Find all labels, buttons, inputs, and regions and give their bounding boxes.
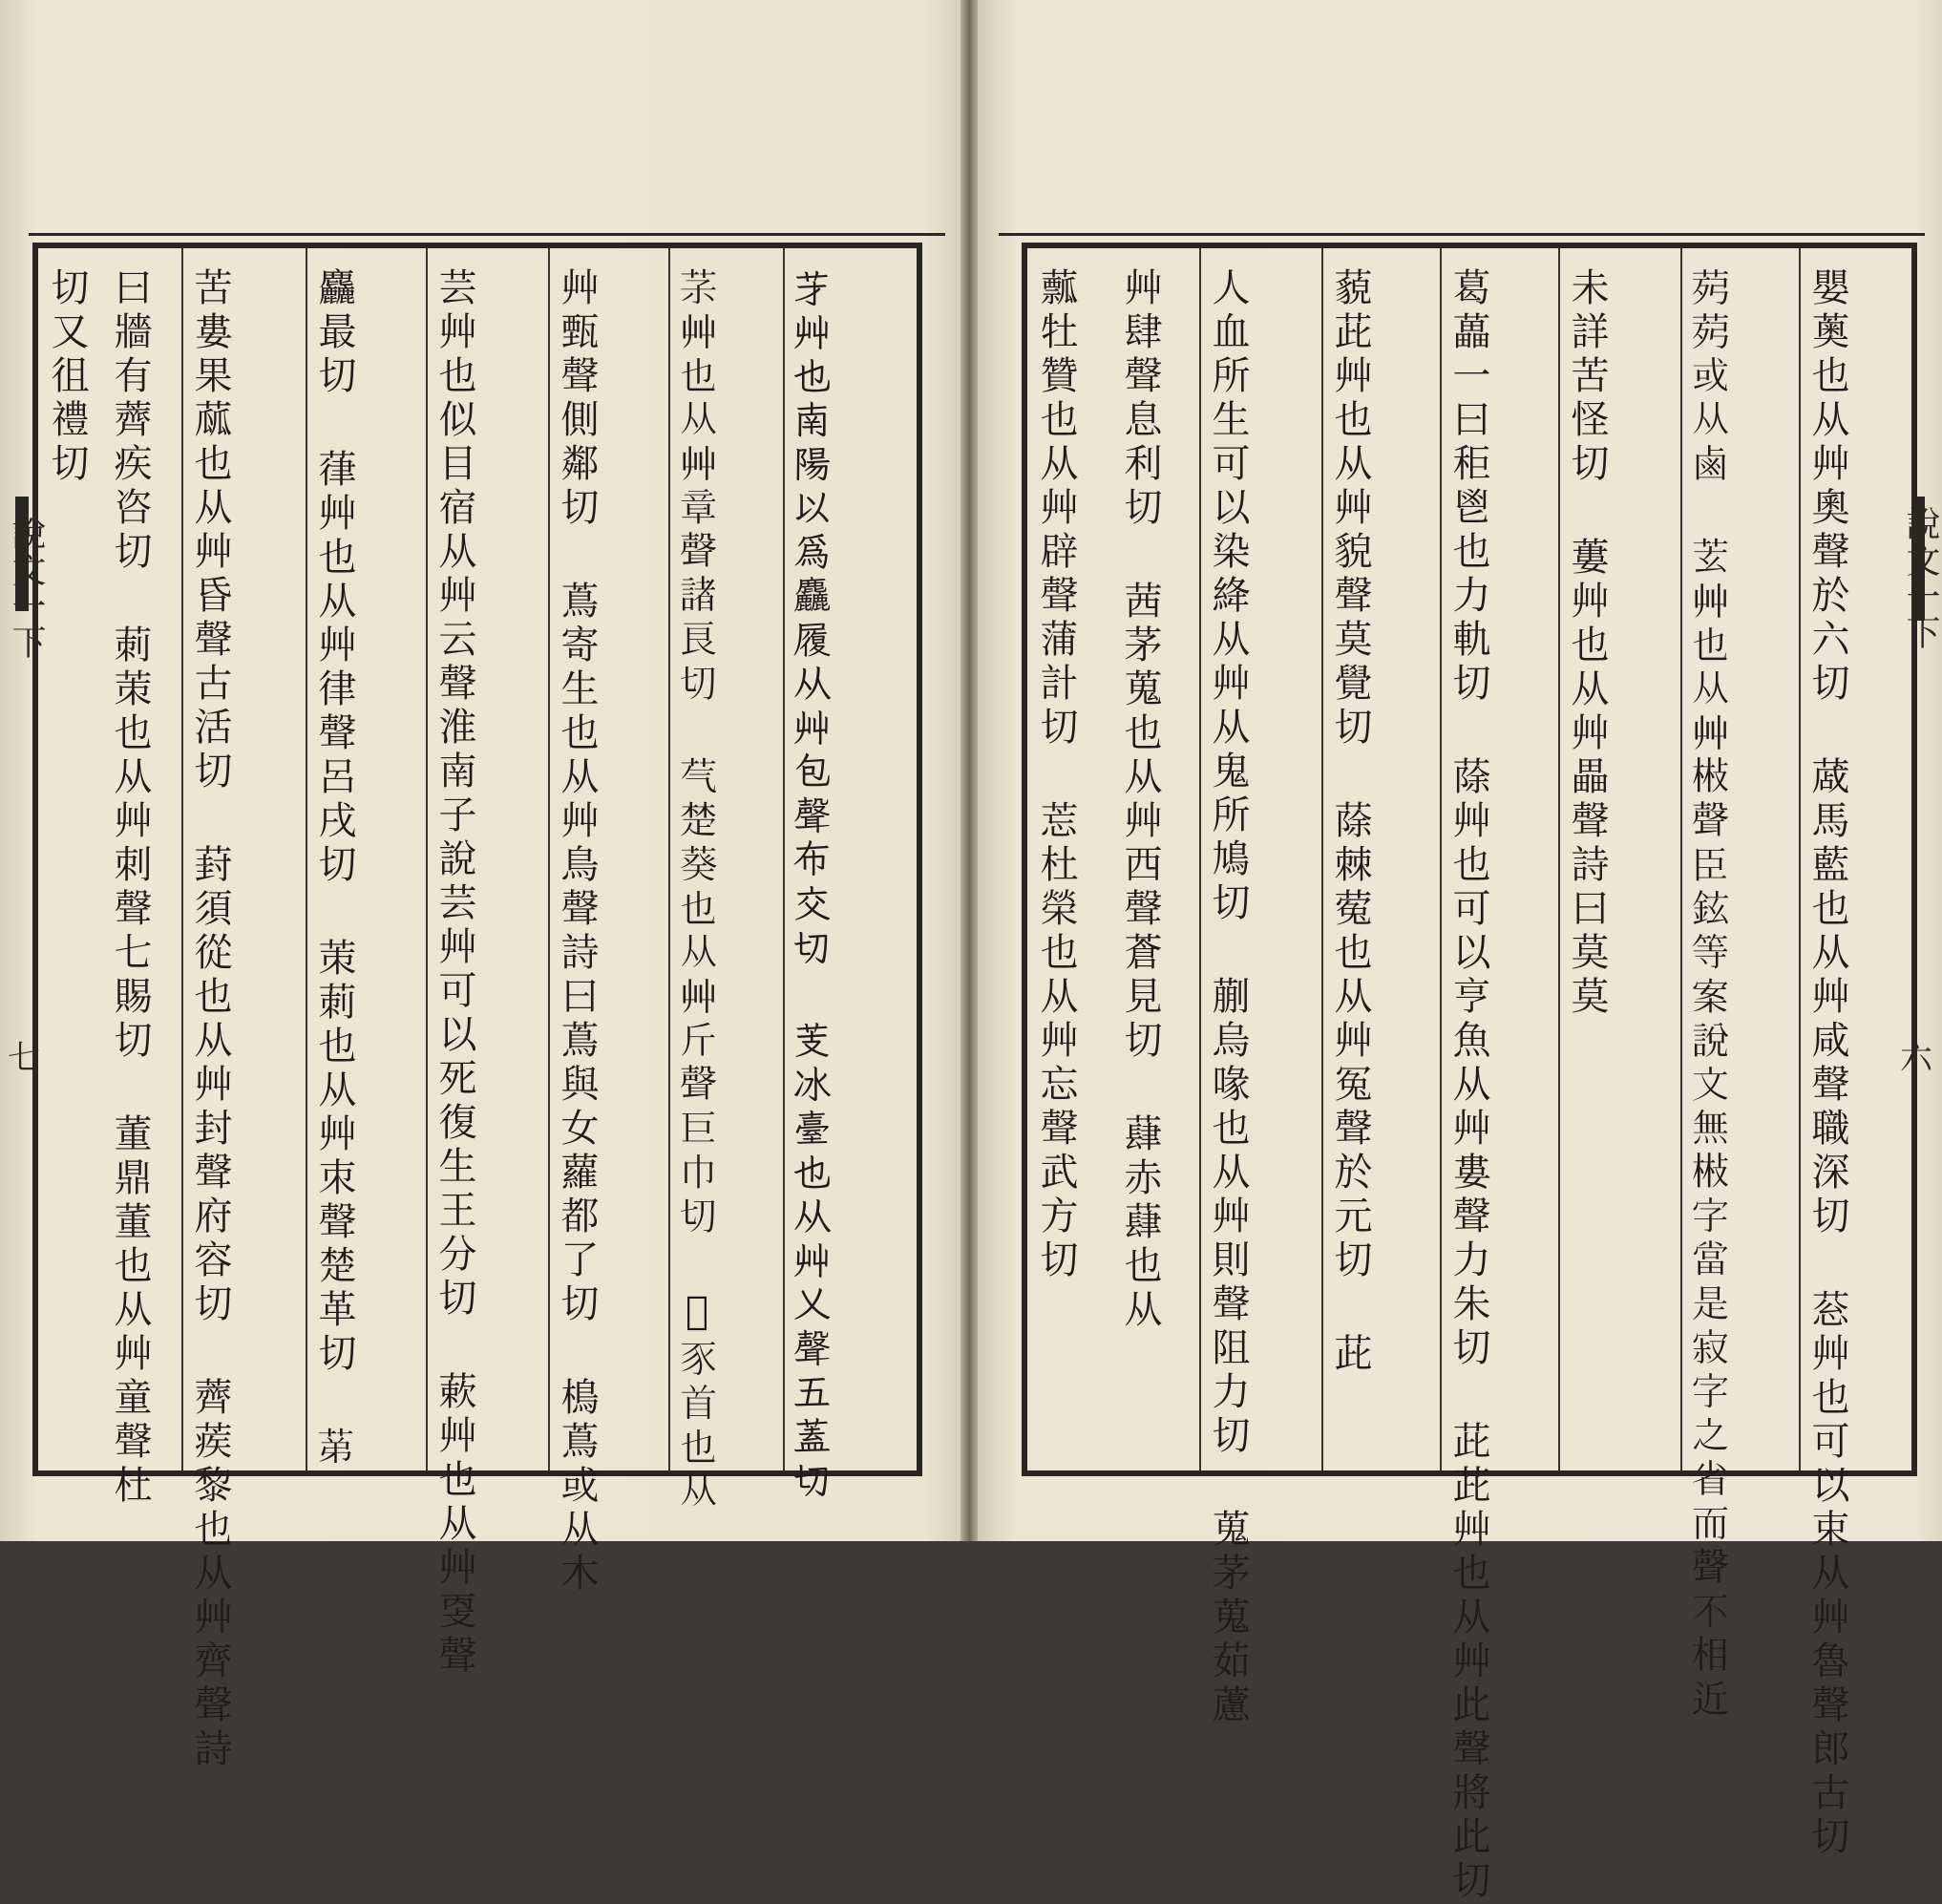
right-col-sep xyxy=(1799,248,1801,1470)
right-top-rule xyxy=(999,233,1925,236)
left-column-6: 苦婁果蓏也从艸昏聲古活切 葑須從也从艸封聲府容切 薺蒺黎也从艸齊聲詩 xyxy=(188,267,232,1772)
left-spine-label: 說文一下 xyxy=(7,516,46,661)
right-page xyxy=(978,0,1942,1904)
left-column-2: 𦬽艸也从艸章聲諸良切 芞楚葵也从艸斤聲巨巾切 𦵂豕首也从 xyxy=(675,267,719,1514)
left-col-sep xyxy=(548,248,550,1470)
left-column-1: 𦬁艸也南陽以爲麤履从艸包聲布交切 芰冰臺也从艸乂聲五蓋切 xyxy=(790,267,834,1503)
right-column-3: 未詳苦怪切 蔞艸也从艸畾聲詩曰莫莫 xyxy=(1565,267,1609,1020)
right-col-sep xyxy=(1558,248,1560,1470)
left-col-sep xyxy=(783,248,785,1470)
right-column-2: 𦯢𦯢或从鹵 𦬾艸也从艸㪔聲臣鉉等案說文無㪔字當是寂字之省而聲不相近 xyxy=(1687,267,1731,1723)
left-column-3: 艸甄聲側鄰切 蔦寄生也从艸鳥聲詩曰蔦與女蘿都了切 樢蔦或从木 xyxy=(555,267,599,1597)
right-column-7: 艸肆聲息利切 茜茅蒐也从艸西聲蒼見切 蕼赤蕼也从 xyxy=(1118,267,1162,1333)
left-column-7: 曰牆有薺疾咨切 莿茦也从艸刺聲七賜切 董鼎董也从艸童聲杜 xyxy=(108,267,152,1509)
left-column-5: 麤最切 葎艸也从艸律聲呂戌切 茦莿也从艸朿聲楚革切 𦯔 xyxy=(312,267,356,1470)
right-column-4: 葛藟一曰秬鬯也力軌切 蒢艸也可以亨魚从艸婁聲力朱切 茈茈艸也从艸此聲將此切 xyxy=(1446,267,1490,1904)
right-spine-label: 說文一下 xyxy=(1901,506,1940,651)
right-column-6: 人血所生可以染絳从艸从鬼所鳩切 蒯烏喙也从艸則聲阻力切 蒐茅蒐茹藘 xyxy=(1206,267,1250,1728)
left-col-sep xyxy=(181,248,183,1470)
right-folio: 六 xyxy=(1900,1039,1932,1077)
left-top-rule xyxy=(29,233,945,236)
left-col-sep xyxy=(426,248,428,1470)
right-column-1: 嬰薁也从艸奧聲於六切 蒧馬藍也从艸咸聲職深切 䓗艸也可以束从艸魯聲郎古切 xyxy=(1805,267,1849,1860)
right-col-sep xyxy=(1199,248,1201,1470)
left-folio: 七 xyxy=(8,1039,40,1077)
left-column-4: 芸艸也似目宿从艸云聲淮南子說芸艸可以死復生王分切 蔌艸也从艸㪅聲 xyxy=(433,267,476,1679)
right-column-5: 藐茈艸也从艸貌聲莫覺切 蒢棘蒬也从艸冤聲於元切 茈 xyxy=(1328,267,1372,1377)
right-column-8: 䕯牡贊也从艸辟聲蒲計切 莣杜榮也从艸忘聲武方切 xyxy=(1034,267,1078,1283)
right-col-sep xyxy=(1440,248,1442,1470)
right-col-sep xyxy=(1680,248,1682,1470)
left-col-sep xyxy=(306,248,307,1470)
left-col-sep xyxy=(668,248,670,1470)
right-col-sep xyxy=(1321,248,1323,1470)
left-column-8: 切又徂禮切 xyxy=(45,267,89,487)
left-page xyxy=(0,0,964,1772)
